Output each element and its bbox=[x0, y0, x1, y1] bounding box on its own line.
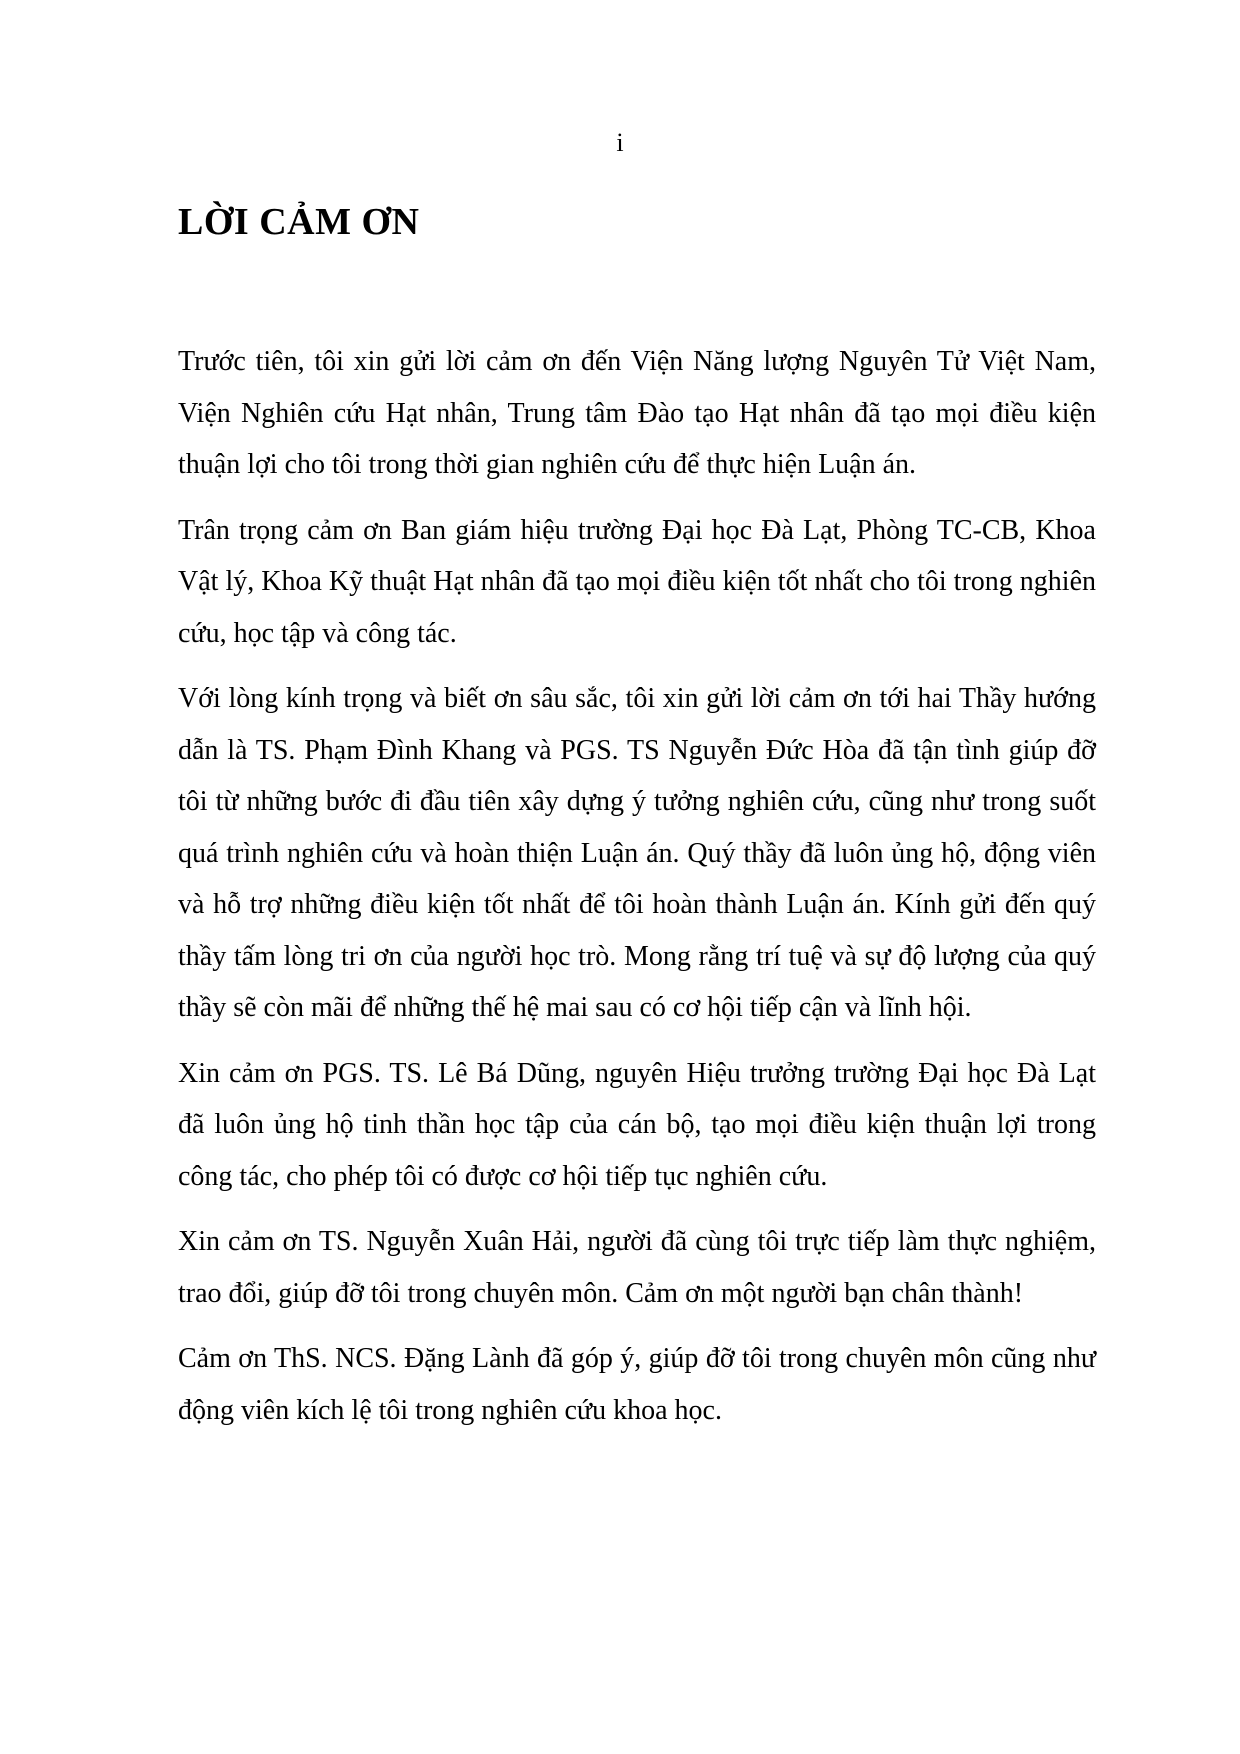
page-title: LỜI CẢM ƠN bbox=[178, 201, 420, 243]
paragraph-3: Với lòng kính trọng và biết ơn sâu sắc, tôi xin gửi lời cảm ơn tới hai Thầy hướng dẫn là TS. Phạm Đình Khang và PGS. TS Nguyễn Đức Hòa đã tận tình giúp đỡ tôi từ những bước đi đầu tiên xây dựng ý tưởng nghiên cứu, cũng như trong suốt quá trình nghiên cứu và hoàn thiện Luận án. Quý thầy đã luôn ủng hộ, động viên và hỗ trợ những điều kiện tốt nhất để tôi hoàn thành Luận án. Kính gửi đến quý thầy tấm lòng tri ơn của người học trò. Mong rằng trí tuệ và sự độ lượng của quý thầy sẽ còn mãi để những thế hệ mai sau có cơ hội tiếp cận và lĩnh hội. bbox=[178, 683, 1096, 1023]
page-number: i bbox=[616, 128, 624, 157]
body-text bbox=[178, 336, 1096, 1450]
paragraph-4: Xin cảm ơn PGS. TS. Lê Bá Dũng, nguyên Hiệu trưởng trường Đại học Đà Lạt đã luôn ủng hộ tinh thần học tập của cán bộ, tạo mọi điều kiện thuận lợi trong công tác, cho phép tôi có được cơ hội tiếp tục nghiên cứu. bbox=[178, 1057, 1096, 1192]
paragraph-5: Xin cảm ơn TS. Nguyễn Xuân Hải, người đã cùng tôi trực tiếp làm thực nghiệm, trao đổi, giúp đỡ tôi trong chuyên môn. Cảm ơn một người bạn chân thành! bbox=[178, 1226, 1096, 1309]
paragraph-1: Trước tiên, tôi xin gửi lời cảm ơn đến Viện Năng lượng Nguyên Tử Việt Nam, Viện Nghiên cứu Hạt nhân, Trung tâm Đào tạo Hạt nhân đã tạo mọi điều kiện thuận lợi cho tôi trong thời gian nghiên cứu để thực hiện Luận án. bbox=[178, 346, 1096, 480]
paragraph-2: Trân trọng cảm ơn Ban giám hiệu trường Đại học Đà Lạt, Phòng TC-CB, Khoa Vật lý, Khoa Kỹ thuật Hạt nhân đã tạo mọi điều kiện tốt nhất cho tôi trong nghiên cứu, học tập và công tác. bbox=[178, 514, 1096, 649]
paragraph-6: Cảm ơn ThS. NCS. Đặng Lành đã góp ý, giúp đỡ tôi trong chuyên môn cũng như động viên kích lệ tôi trong nghiên cứu khoa học. bbox=[178, 1343, 1096, 1426]
